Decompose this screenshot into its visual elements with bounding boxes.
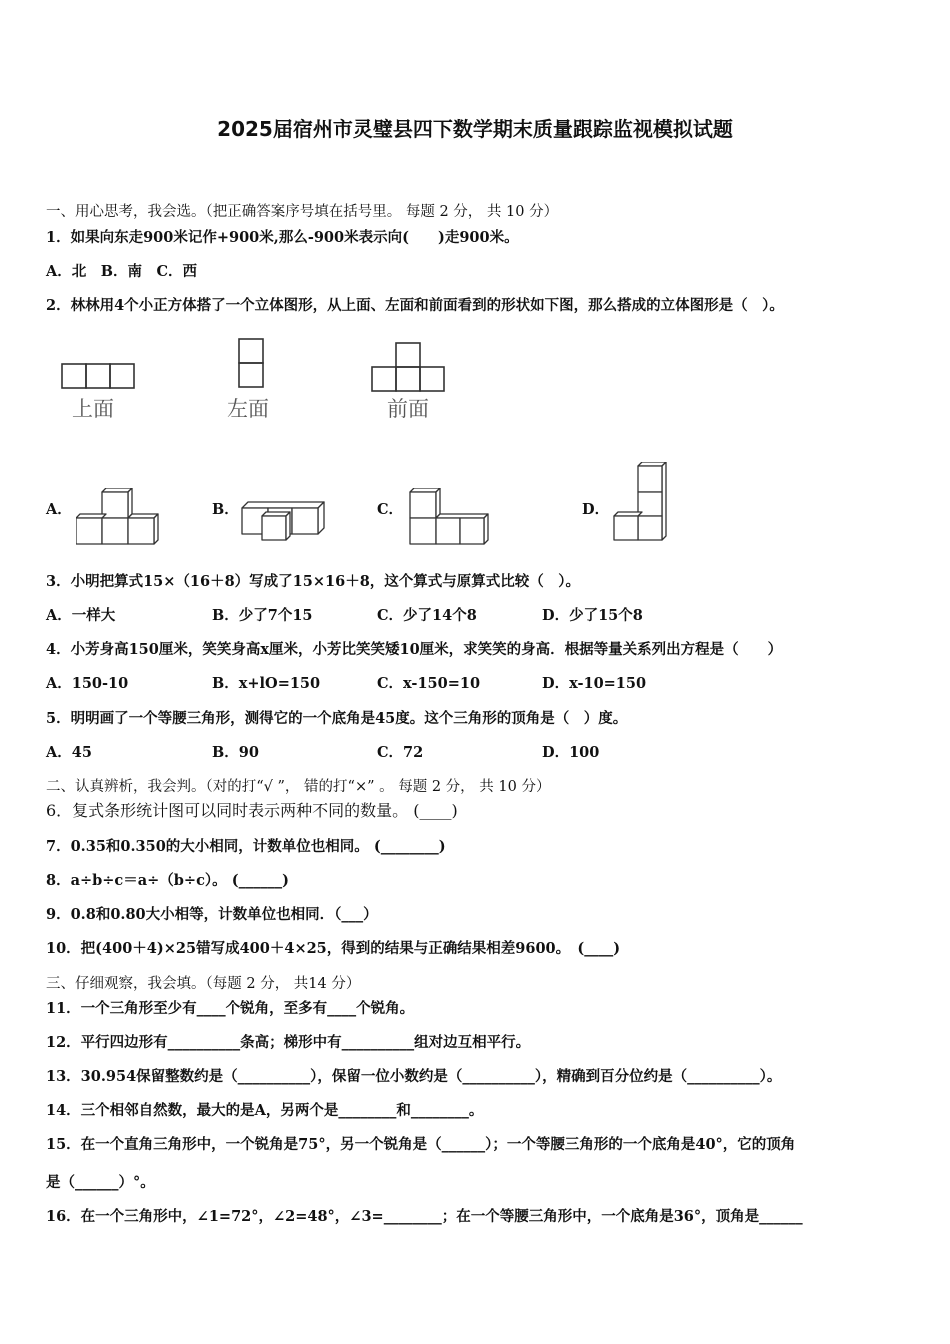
choice-c-figure bbox=[406, 488, 490, 548]
choice-b-figure bbox=[240, 500, 326, 542]
q4-option-c: C．x-150=10 bbox=[377, 675, 481, 692]
q4-option-b: B．x+lO=150 bbox=[212, 675, 321, 692]
q4-option-a: A．150-10 bbox=[46, 675, 129, 692]
question-8: 8．a÷b÷c＝a÷（b÷c）。 (______) bbox=[46, 872, 289, 889]
page-title: 2025届宿州市灵璧县四下数学期末质量跟踪监视模拟试题 bbox=[217, 117, 733, 141]
q3-option-a: A．一样大 bbox=[46, 607, 116, 624]
question-11: 11．一个三角形至少有____个锐角，至多有____个锐角。 bbox=[46, 1000, 415, 1017]
question-16: 16．在一个三角形中，∠1=72°，∠2=48°，∠3=________；在一个等腰三角形中，一个底角是36°，顶角是______ bbox=[46, 1208, 803, 1225]
left-view-figure bbox=[237, 337, 265, 389]
top-view-label: 上面 bbox=[72, 397, 114, 421]
choice-c-label: C． bbox=[377, 501, 404, 518]
choice-d-figure bbox=[612, 462, 672, 542]
question-4: 4．小芳身高150厘米，笑笑身高x厘米，小芳比笑笑矮10厘米，求笑笑的身高．根据等量关系列出方程是（ ） bbox=[46, 641, 783, 658]
q5-option-c: C．72 bbox=[377, 744, 424, 761]
top-view-figure bbox=[60, 362, 136, 390]
question-3: 3．小明把算式15×（16＋8）写成了15×16＋8，这个算式与原算式比较（ ）。 bbox=[46, 573, 581, 590]
question-13: 13．30.954保留整数约是（__________），保留一位小数约是（__________），精确到百分位约是（__________）。 bbox=[46, 1068, 782, 1085]
q5-option-a: A．45 bbox=[46, 744, 92, 761]
q4-option-d: D．x-10=150 bbox=[542, 675, 647, 692]
question-9: 9．0.8和0.80大小相等，计数单位也相同．（___） bbox=[46, 906, 378, 923]
q3-option-d: D．少了15个8 bbox=[542, 607, 643, 624]
question-10: 10．把(400＋4)×25错写成400＋4×25，得到的结果与正确结果相差9600。 (____) bbox=[46, 940, 621, 957]
front-view-label: 前面 bbox=[387, 397, 429, 421]
section2-heading: 二、认真辨析，我会判。（对的打“√ ”， 错的打“×” 。 每题 2 分， 共 10 分） bbox=[46, 779, 551, 795]
question-1-options: A．北 B．南 C．西 bbox=[46, 263, 198, 280]
question-2: 2．林林用4个小正方体搭了一个立体图形，从上面、左面和前面看到的形状如下图，那么搭成的立体图形是（ ）。 bbox=[46, 297, 784, 314]
question-6: 6．复式条形统计图可以同时表示两种不同的数量。 (____) bbox=[46, 801, 458, 820]
q5-option-b: B．90 bbox=[212, 744, 259, 761]
section3-heading: 三、仔细观察，我会填。（每题 2 分， 共14 分） bbox=[46, 976, 361, 992]
choice-d-label: D． bbox=[582, 501, 610, 518]
choice-b-label: B． bbox=[212, 501, 239, 518]
q3-option-c: C．少了14个8 bbox=[377, 607, 477, 624]
question-12: 12．平行四边形有__________条高；梯形中有__________组对边互相平行。 bbox=[46, 1034, 531, 1051]
question-15-line2: 是（______）°。 bbox=[46, 1174, 155, 1191]
question-7: 7．0.35和0.350的大小相同，计数单位也相同。 (________) bbox=[46, 838, 446, 855]
q5-option-d: D．100 bbox=[542, 744, 600, 761]
question-5: 5．明明画了一个等腰三角形，测得它的一个底角是45度。这个三角形的顶角是（ ）度。 bbox=[46, 710, 628, 727]
q3-option-b: B．少了7个15 bbox=[212, 607, 313, 624]
question-15-line1: 15．在一个直角三角形中，一个锐角是75°，另一个锐角是（______）；一个等腰三角形的一个底角是40°，它的顶角 bbox=[46, 1136, 796, 1153]
front-view-figure bbox=[370, 341, 446, 393]
choice-a-figure bbox=[76, 488, 160, 548]
choice-a-label: A． bbox=[46, 501, 72, 518]
left-view-label: 左面 bbox=[227, 397, 269, 421]
section1-heading: 一、用心思考，我会选。（把正确答案序号填在括号里。 每题 2 分， 共 10 分） bbox=[46, 204, 559, 220]
question-1: 1．如果向东走900米记作+900米,那么-900米表示向( )走900米。 bbox=[46, 229, 519, 246]
question-14: 14．三个相邻自然数，最大的是A，另两个是________和________。 bbox=[46, 1102, 484, 1119]
